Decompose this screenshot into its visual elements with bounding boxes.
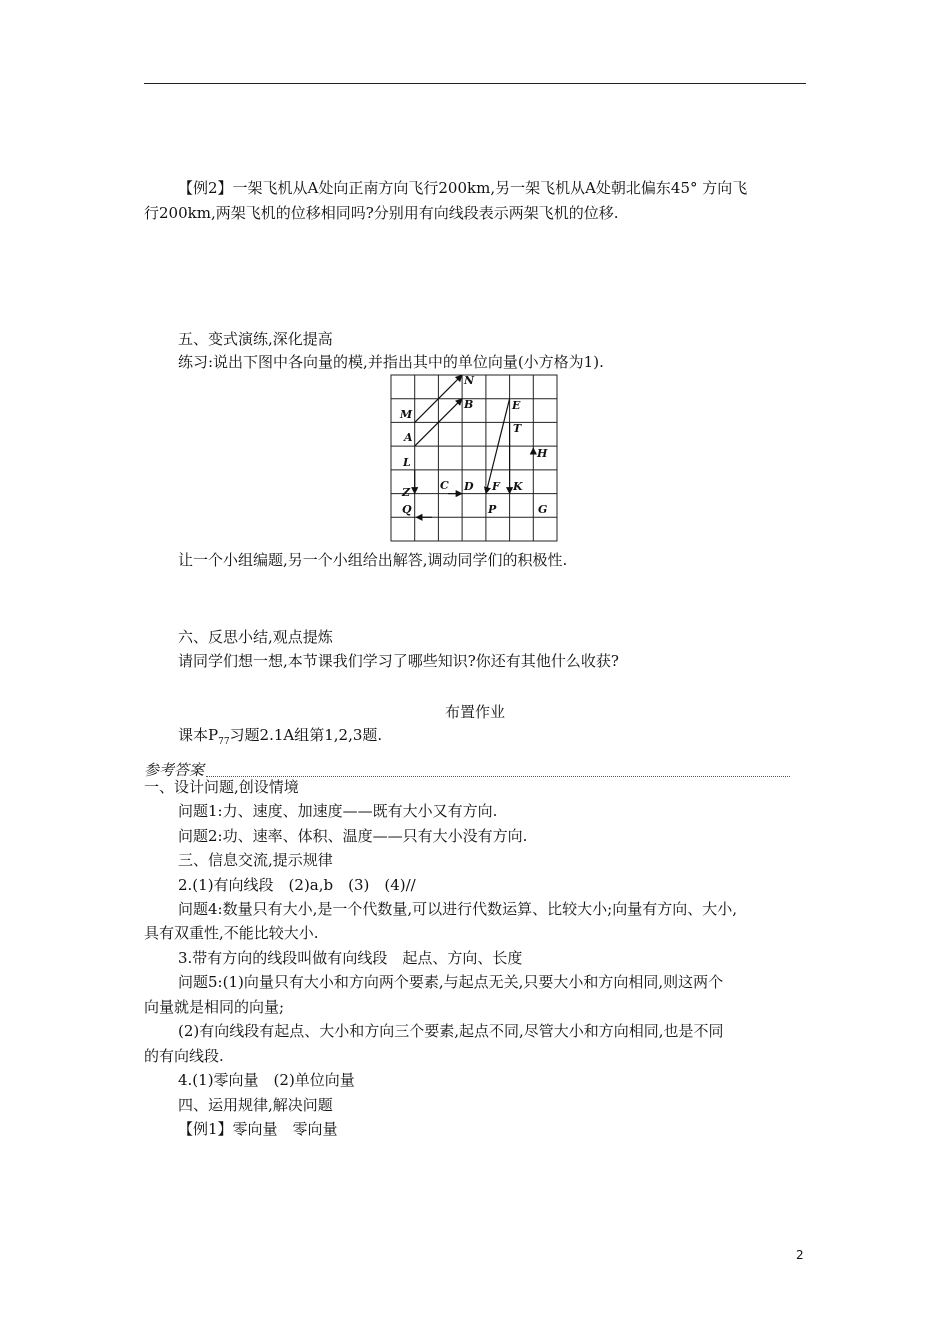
- section-6-title: 六、反思小结,观点提炼: [178, 628, 333, 646]
- answer-key-label: 参考答案: [144, 761, 205, 779]
- practice-note: 让一个小组编题,另一个小组给出解答,调动同学们的积极性.: [178, 551, 568, 569]
- answer-section-1: 一、设计问题,创设情境: [144, 778, 299, 796]
- label-P: P: [488, 503, 497, 516]
- answer-q1: 问题1:力、速度、加速度——既有大小又有方向.: [178, 802, 498, 820]
- label-N: N: [464, 374, 475, 387]
- label-A: A: [404, 431, 413, 444]
- label-F: F: [492, 480, 500, 493]
- answer-4: 4.(1)零向量 (2)单位向量: [178, 1071, 355, 1089]
- section-6-question: 请同学们想一想,本节课我们学习了哪些知识?你还有其他什么收获?: [178, 652, 619, 670]
- example-2-line-2: 行200km,两架飞机的位移相同吗?分别用有向线段表示两架飞机的位移.: [144, 204, 619, 222]
- answer-section-4: 四、运用规律,解决问题: [178, 1096, 333, 1114]
- label-E: E: [512, 399, 521, 412]
- label-G: G: [538, 503, 548, 516]
- label-B: B: [464, 398, 474, 411]
- point-labels: [399, 374, 548, 516]
- label-Q: Q: [402, 503, 412, 516]
- label-L: L: [403, 456, 411, 469]
- page-number: 2: [796, 1248, 804, 1262]
- answer-q2: 问题2:功、速率、体积、温度——只有大小没有方向.: [178, 827, 528, 845]
- answer-q4-line-1: 问题4:数量只有大小,是一个代数量,可以进行代数运算、比较大小;向量有方向、大小,: [178, 900, 737, 918]
- answer-q5-line-1: 问题5:(1)向量只有大小和方向两个要素,与起点无关,只要大小和方向相同,则这两个: [178, 973, 724, 991]
- practice-prompt: 练习:说出下图中各向量的模,并指出其中的单位向量(小方格为1).: [178, 353, 604, 371]
- label-Z: Z: [402, 486, 411, 499]
- homework-text: 课本$P_{77}$习题2.1A组第1,2,3题.: [178, 726, 383, 747]
- label-M: M: [400, 408, 413, 421]
- answer-section-3: 三、信息交流,提示规律: [178, 851, 333, 869]
- homework-title: 布置作业: [444, 703, 505, 721]
- vector-grid-figure: [388, 372, 560, 544]
- label-D: D: [464, 480, 474, 493]
- answer-q5-part2-line-2: 的有向线段.: [144, 1047, 224, 1065]
- answer-q5-part2-line-1: (2)有向线段有起点、大小和方向三个要素,起点不同,尽管大小和方向相同,也是不同: [178, 1022, 724, 1040]
- answer-3: 3.带有方向的线段叫做有向线段 起点、方向、长度: [178, 949, 523, 967]
- answer-q5-line-2: 向量就是相同的向量;: [144, 998, 285, 1016]
- example-2-line-1: 【例2】一架飞机从A处向正南方向飞行200km,另一架飞机从A处朝北偏东45° 方向飞: [178, 179, 748, 197]
- label-T: T: [513, 422, 522, 435]
- label-K: K: [513, 480, 523, 493]
- answer-2: 2.(1)有向线段 (2)a,b (3) (4)//: [178, 876, 416, 894]
- label-H: H: [537, 447, 548, 460]
- section-5-title: 五、变式演练,深化提高: [178, 330, 333, 348]
- answer-example-1: 【例1】零向量 零向量: [178, 1120, 338, 1138]
- label-C: C: [440, 479, 449, 492]
- header-rule: [144, 83, 806, 84]
- grid-lines: [391, 375, 557, 541]
- answer-q4-line-2: 具有双重性,不能比较大小.: [144, 924, 319, 942]
